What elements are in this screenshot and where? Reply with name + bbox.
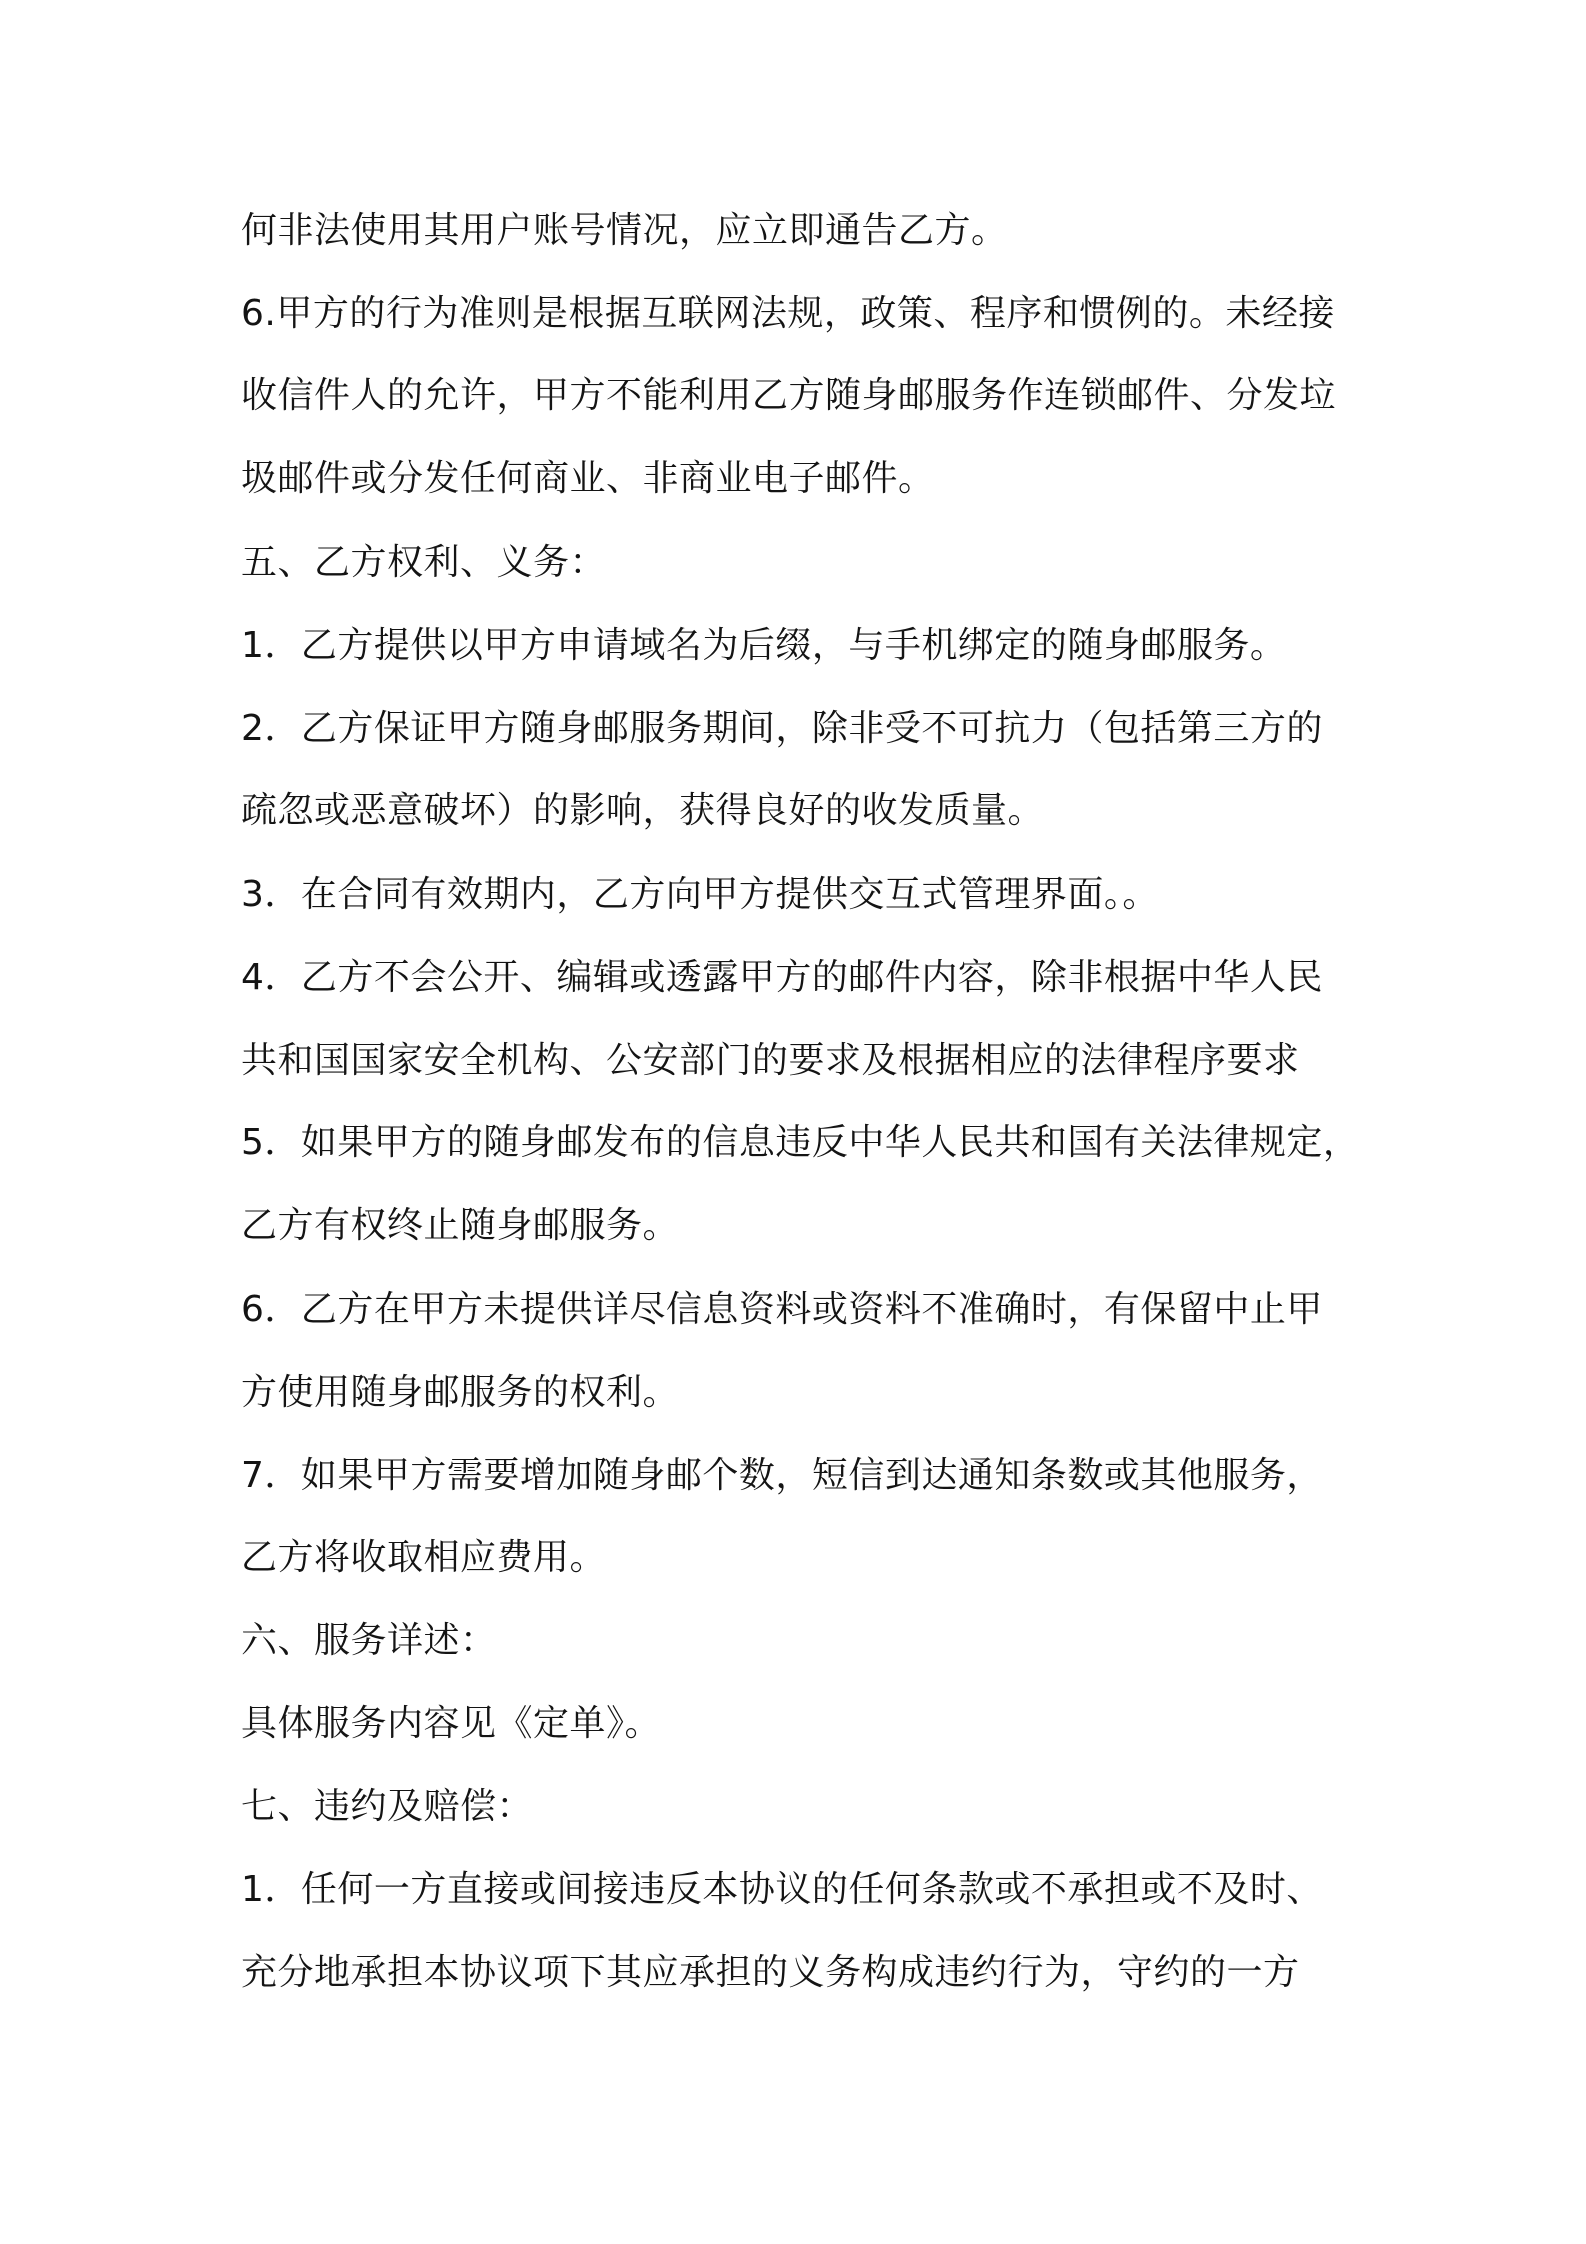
text-line: 收信件人的允许，甲方不能利用乙方随身邮服务作连锁邮件、分发垃 [241,375,1337,416]
text-line: 充分地承担本协议项下其应承担的义务构成违约行为，守约的一方 [241,1952,1300,1993]
section-heading: 五、乙方权利、义务： [241,542,607,583]
text-line: 具体服务内容见《定单》。 [241,1703,662,1744]
section-heading: 六、服务详述： [241,1620,497,1661]
text-line: 方使用随身邮服务的权利。 [241,1372,680,1413]
text-line: 共和国国家安全机构、公安部门的要求及根据相应的法律程序要求 [241,1040,1300,1081]
text-line: 1．乙方提供以甲方申请域名为后缀，与手机绑定的随身邮服务。 [241,625,1287,666]
text-line: 7．如果甲方需要增加随身邮个数，短信到达通知条数或其他服务， [241,1455,1323,1496]
text-line: 6．乙方在甲方未提供详尽信息资料或资料不准确时，有保留中止甲 [241,1289,1323,1330]
text-line: 1．任何一方直接或间接违反本协议的任何条款或不承担或不及时、 [241,1869,1323,1910]
text-line: 4．乙方不会公开、编辑或透露甲方的邮件内容，除非根据中华人民 [241,957,1323,998]
text-line: 疏忽或恶意破坏）的影响，获得良好的收发质量。 [241,790,1045,831]
text-line: 圾邮件或分发任何商业、非商业电子邮件。 [241,458,935,499]
text-line: 3．在合同有效期内，乙方向甲方提供交互式管理界面。。 [241,874,1159,915]
text-line: 5．如果甲方的随身邮发布的信息违反中华人民共和国有关法律规定， [241,1122,1360,1163]
text-line: 乙方有权终止随身邮服务。 [241,1205,680,1246]
text-line: 6.甲方的行为准则是根据互联网法规，政策、程序和惯例的。未经接 [241,293,1335,334]
text-line: 2．乙方保证甲方随身邮服务期间，除非受不可抗力（包括第三方的 [241,708,1323,749]
text-line: 乙方将收取相应费用。 [241,1537,607,1578]
section-heading: 七、违约及赔偿： [241,1786,534,1827]
text-line: 何非法使用其用户账号情况，应立即通告乙方。 [241,210,1008,251]
